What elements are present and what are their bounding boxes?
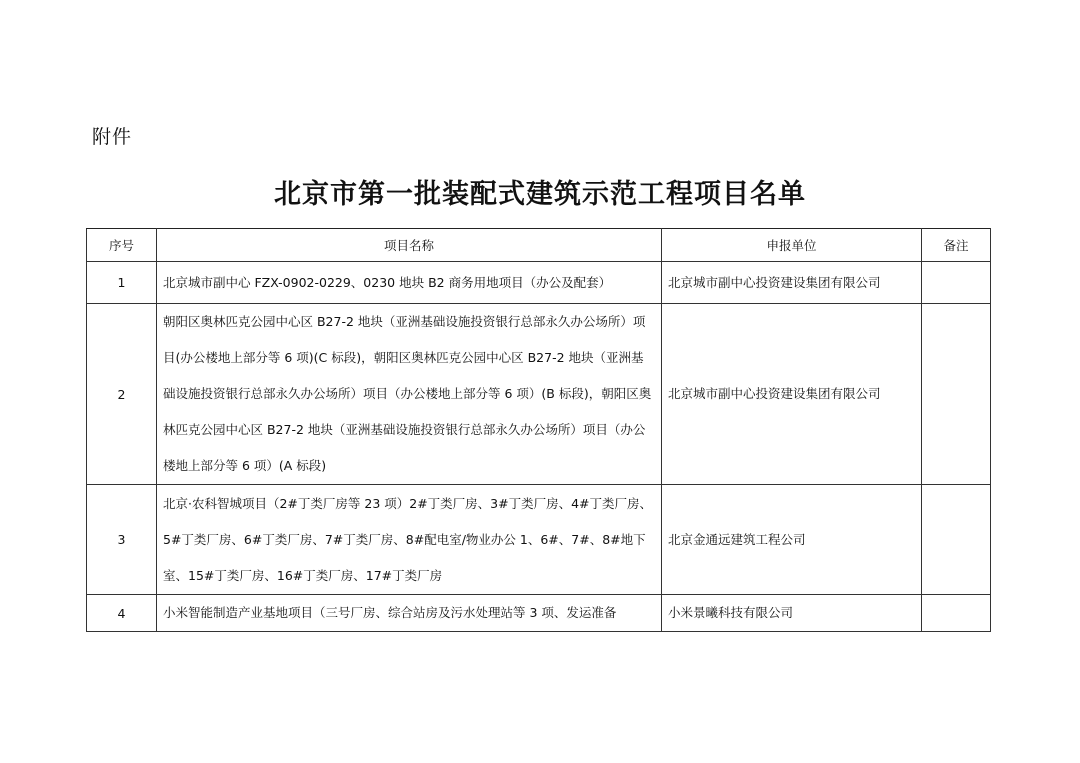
table-row (87, 485, 991, 595)
row-applicant-unit: 北京城市副中心投资建设集团有限公司 (662, 304, 922, 485)
header-serial-number: 序号 (87, 229, 157, 262)
table-row (87, 304, 991, 485)
attachment-label: 附件 (92, 126, 133, 148)
row-project-name: 北京·农科智城项目（2#丁类厂房等 23 项）2#丁类厂房、3#丁类厂房、4#丁类厂房、5#丁类厂房、6#丁类厂房、7#丁类厂房、8#配电室/物业办公 1、6#、7#、8#地下室、15#丁类厂房、16#丁类厂房、17#丁类厂房 (157, 485, 662, 595)
row-remark (922, 262, 991, 304)
document-title: 北京市第一批装配式建筑示范工程项目名单 (274, 179, 806, 210)
row-serial-number: 1 (87, 262, 157, 304)
table-header-row (87, 229, 991, 262)
table-row (87, 595, 991, 632)
row-project-name: 小米智能制造产业基地项目（三号厂房、综合站房及污水处理站等 3 项、发运准备 (157, 595, 662, 632)
header-applicant-unit: 申报单位 (662, 229, 922, 262)
row-serial-number: 4 (87, 595, 157, 632)
row-remark (922, 485, 991, 595)
row-project-name: 朝阳区奥林匹克公园中心区 B27-2 地块（亚洲基础设施投资银行总部永久办公场所）项目(办公楼地上部分等 6 项)(C 标段)，朝阳区奥林匹克公园中心区 B27-2 地块（亚洲基础设施投资银行总部永久办公场所）项目（办公楼地上部分等 6 项）(B 标段)，朝阳区奥林匹克公园中心区 B27-2 地块（亚洲基础设施投资银行总部永久办公场所）项目（办公楼地上部分等 6 项）(A 标段) (157, 304, 662, 485)
project-list-table (86, 228, 991, 632)
row-applicant-unit: 北京城市副中心投资建设集团有限公司 (662, 262, 922, 304)
row-remark (922, 304, 991, 485)
table-row (87, 262, 991, 304)
row-serial-number: 3 (87, 485, 157, 595)
row-remark (922, 595, 991, 632)
row-applicant-unit: 小米景曦科技有限公司 (662, 595, 922, 632)
row-applicant-unit: 北京金通远建筑工程公司 (662, 485, 922, 595)
row-project-name: 北京城市副中心 FZX-0902-0229、0230 地块 B2 商务用地项目（办公及配套） (157, 262, 662, 304)
header-remark: 备注 (922, 229, 991, 262)
header-project-name: 项目名称 (157, 229, 662, 262)
row-serial-number: 2 (87, 304, 157, 485)
